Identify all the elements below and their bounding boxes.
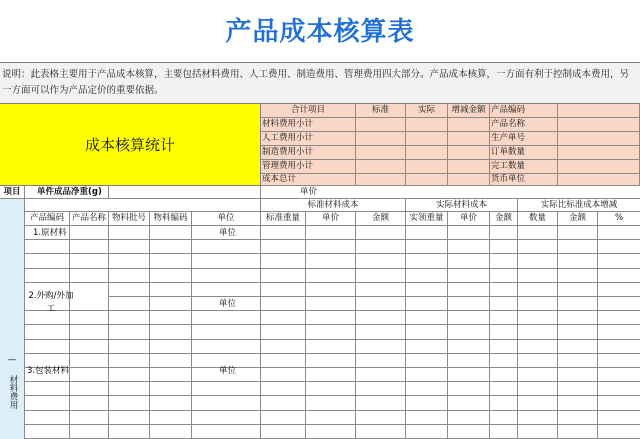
summary-cell[interactable] (406, 132, 448, 146)
grid-cell[interactable] (598, 283, 640, 297)
grid-cell[interactable] (518, 297, 558, 311)
grid-cell[interactable] (306, 411, 356, 425)
grid-cell[interactable] (192, 396, 261, 410)
group-actual-cost: 实际材料成本 (406, 199, 518, 212)
grid-cell[interactable] (558, 240, 598, 254)
summary-header-diff: 增减金额 (448, 104, 490, 118)
page-title: 产品成本核算表 (0, 0, 640, 62)
grid-cell[interactable] (261, 325, 306, 339)
grid-cell[interactable] (490, 311, 518, 325)
grid-cell[interactable] (406, 396, 448, 410)
grid-cell[interactable] (406, 425, 448, 439)
grid-cell[interactable] (306, 240, 356, 254)
grid-cell[interactable] (356, 382, 406, 396)
grid-cell[interactable] (518, 382, 558, 396)
grid-cell[interactable] (261, 382, 306, 396)
grid-cell[interactable] (25, 425, 70, 439)
grid-cell[interactable] (150, 269, 192, 283)
col-header: 产品编码 (25, 212, 70, 226)
grid-cell[interactable] (598, 396, 640, 410)
group-cost-diff: 实际比标准成本增减 (518, 199, 640, 212)
grid-cell[interactable] (490, 354, 518, 368)
grid-cell[interactable] (518, 368, 558, 382)
grid-cell[interactable] (25, 240, 70, 254)
grid-cell[interactable] (109, 269, 150, 283)
grid-cell[interactable] (490, 396, 518, 410)
grid-cell[interactable] (192, 425, 261, 439)
header-blank (25, 199, 261, 212)
grid-cell[interactable] (306, 340, 356, 354)
grid-cell[interactable] (558, 396, 598, 410)
grid-cell[interactable] (490, 283, 518, 297)
product-info-value[interactable] (558, 118, 640, 132)
grid-cell[interactable] (150, 254, 192, 268)
summary-cell[interactable] (356, 160, 406, 174)
grid-cell[interactable] (518, 283, 558, 297)
grid-cell[interactable] (150, 368, 192, 382)
group-standard-cost: 标准材料成本 (261, 199, 406, 212)
grid-cell[interactable] (25, 340, 70, 354)
grid-cell[interactable] (598, 269, 640, 283)
col-header: 单价 (306, 212, 356, 226)
grid-cell[interactable] (598, 411, 640, 425)
section-label: 3.包装材料 (27, 366, 70, 376)
grid-cell[interactable] (558, 311, 598, 325)
grid-cell[interactable] (109, 425, 150, 439)
col-header: 金额 (356, 212, 406, 226)
grid-cell[interactable] (598, 311, 640, 325)
grid-cell[interactable] (70, 325, 109, 339)
grid-cell[interactable] (406, 297, 448, 311)
grid-cell[interactable] (490, 325, 518, 339)
grid-cell[interactable] (109, 411, 150, 425)
grid-cell[interactable] (406, 254, 448, 268)
grid-cell[interactable] (518, 240, 558, 254)
sidebar-label: 材料费用 (8, 375, 18, 409)
grid-cell[interactable] (598, 354, 640, 368)
grid-cell[interactable] (448, 411, 490, 425)
grid-cell[interactable] (261, 340, 306, 354)
grid-cell[interactable] (490, 411, 518, 425)
grid-cell[interactable] (150, 311, 192, 325)
grid-cell[interactable] (261, 311, 306, 325)
col-header: 标准重量 (261, 212, 306, 226)
grid-cell[interactable] (448, 425, 490, 439)
grid-cell[interactable] (261, 226, 306, 240)
grid-cell[interactable] (356, 425, 406, 439)
grid-cell[interactable] (448, 226, 490, 240)
product-info-value[interactable] (558, 160, 640, 174)
col-header: 金额 (490, 212, 518, 226)
grid-cell[interactable] (70, 297, 109, 311)
grid-cell[interactable] (25, 411, 70, 425)
grid-cell[interactable] (109, 325, 150, 339)
grid-cell[interactable] (109, 340, 150, 354)
grid-cell[interactable] (306, 226, 356, 240)
grid-cell[interactable] (306, 425, 356, 439)
col-header: 物料批号 (109, 212, 150, 226)
grid-cell[interactable] (306, 368, 356, 382)
col-header: 金额 (558, 212, 598, 226)
grid-cell[interactable] (490, 368, 518, 382)
cost-grid (25, 226, 640, 439)
grid-cell[interactable] (598, 325, 640, 339)
col-header: % (598, 212, 640, 226)
product-info-label: 生产单号 (490, 132, 558, 146)
summary-header-actual: 实际 (406, 104, 448, 118)
grid-cell[interactable] (150, 382, 192, 396)
grid-cell[interactable] (306, 311, 356, 325)
grid-cell[interactable] (598, 240, 640, 254)
grid-cell[interactable] (25, 254, 70, 268)
grid-cell[interactable] (70, 254, 109, 268)
grid-cell[interactable] (448, 325, 490, 339)
grid-cell[interactable] (306, 297, 356, 311)
grid-cell[interactable] (518, 354, 558, 368)
grid-cell[interactable] (150, 411, 192, 425)
grid-cell[interactable] (70, 411, 109, 425)
product-info-label: 产品编码 (490, 104, 558, 118)
grid-cell[interactable] (150, 240, 192, 254)
net-weight-value[interactable] (109, 186, 261, 199)
grid-cell[interactable] (192, 382, 261, 396)
summary-cell[interactable] (356, 174, 406, 186)
summary-title: 成本核算统计 (0, 104, 261, 186)
grid-cell[interactable] (306, 325, 356, 339)
summary-header-item: 合计项目 (261, 104, 356, 118)
product-info-value[interactable] (558, 104, 640, 118)
grid-cell[interactable] (192, 283, 261, 297)
grid-cell[interactable] (109, 354, 150, 368)
grid-cell[interactable] (356, 311, 406, 325)
grid-cell[interactable] (150, 325, 192, 339)
grid-cell[interactable] (356, 368, 406, 382)
grid-cell[interactable] (518, 226, 558, 240)
grid-cell[interactable] (558, 382, 598, 396)
grid-cell[interactable] (109, 240, 150, 254)
unit-price-value[interactable] (356, 186, 640, 199)
grid-cell[interactable] (406, 325, 448, 339)
grid-cell[interactable] (490, 297, 518, 311)
sidebar-top (0, 199, 25, 212)
grid-cell[interactable] (109, 297, 150, 311)
grid-cell[interactable] (150, 354, 192, 368)
product-info-value[interactable] (558, 146, 640, 160)
grid-cell[interactable] (448, 297, 490, 311)
col-header: 单位 (192, 212, 261, 226)
grid-cell[interactable] (261, 425, 306, 439)
grid-cell[interactable] (490, 269, 518, 283)
grid-cell[interactable] (448, 240, 490, 254)
grid-cell[interactable] (448, 340, 490, 354)
product-info-label: 货币单位 (490, 174, 558, 186)
grid-cell[interactable] (25, 396, 70, 410)
grid-cell[interactable] (558, 226, 598, 240)
grid-cell[interactable] (150, 340, 192, 354)
grid-cell[interactable] (598, 340, 640, 354)
section-unit: 单位 (219, 299, 237, 309)
grid-cell[interactable] (448, 311, 490, 325)
grid-cell[interactable] (518, 396, 558, 410)
grid-cell[interactable] (192, 411, 261, 425)
summary-cell[interactable] (448, 174, 490, 186)
summary-row-label: 制造费用小计 (261, 146, 356, 160)
grid-cell[interactable] (70, 425, 109, 439)
grid-cell[interactable] (518, 340, 558, 354)
summary-cell[interactable] (406, 118, 448, 132)
grid-cell[interactable] (356, 411, 406, 425)
section-label: 1.原材料 (33, 228, 67, 238)
grid-cell[interactable] (490, 382, 518, 396)
grid-cell[interactable] (192, 325, 261, 339)
summary-cell[interactable] (406, 146, 448, 160)
grid-cell[interactable] (448, 382, 490, 396)
grid-cell[interactable] (558, 354, 598, 368)
grid-cell[interactable] (356, 396, 406, 410)
unit-price-header: 单价 (261, 186, 356, 199)
grid-cell[interactable] (306, 283, 356, 297)
product-info-label: 产品名称 (490, 118, 558, 132)
grid-cell[interactable] (518, 269, 558, 283)
grid-cell[interactable] (406, 411, 448, 425)
grid-cell[interactable] (109, 226, 150, 240)
grid-cell[interactable] (490, 340, 518, 354)
grid-cell[interactable] (150, 425, 192, 439)
grid-cell[interactable] (70, 311, 109, 325)
grid-cell[interactable] (406, 283, 448, 297)
grid-cell[interactable] (356, 325, 406, 339)
grid-cell[interactable] (406, 382, 448, 396)
grid-cell[interactable] (558, 254, 598, 268)
grid-cell[interactable] (356, 340, 406, 354)
grid-cell[interactable] (109, 254, 150, 268)
grid-cell[interactable] (598, 226, 640, 240)
grid-cell[interactable] (598, 297, 640, 311)
grid-cell[interactable] (261, 269, 306, 283)
grid-cell[interactable] (261, 240, 306, 254)
net-weight-label: 单件成品净重(g) (25, 186, 109, 199)
grid-cell[interactable] (406, 240, 448, 254)
grid-cell[interactable] (25, 325, 70, 339)
grid-cell[interactable] (448, 368, 490, 382)
product-info-label: 完工数量 (490, 160, 558, 174)
grid-cell[interactable] (448, 396, 490, 410)
grid-cell[interactable] (192, 240, 261, 254)
grid-cell[interactable] (25, 269, 70, 283)
grid-cell[interactable] (490, 240, 518, 254)
grid-cell[interactable] (109, 382, 150, 396)
grid-cell[interactable] (558, 283, 598, 297)
grid-cell[interactable] (448, 269, 490, 283)
grid-cell[interactable] (490, 425, 518, 439)
summary-cell[interactable] (448, 146, 490, 160)
grid-cell[interactable] (448, 354, 490, 368)
col-header: 实领重量 (406, 212, 448, 226)
grid-cell[interactable] (518, 325, 558, 339)
col-header: 物料编码 (150, 212, 192, 226)
summary-row-label: 管理费用小计 (261, 160, 356, 174)
grid-cell[interactable] (70, 269, 109, 283)
grid-cell[interactable] (598, 254, 640, 268)
summary-cell[interactable] (448, 160, 490, 174)
grid-cell[interactable] (150, 297, 192, 311)
grid-cell[interactable] (518, 311, 558, 325)
summary-cell[interactable] (406, 174, 448, 186)
grid-cell[interactable] (406, 226, 448, 240)
grid-cell[interactable] (261, 368, 306, 382)
grid-cell[interactable] (448, 254, 490, 268)
grid-cell[interactable] (192, 269, 261, 283)
grid-cell[interactable] (558, 340, 598, 354)
grid-cell[interactable] (109, 283, 150, 297)
summary-cell[interactable] (356, 132, 406, 146)
col-header: 单价 (448, 212, 490, 226)
grid-cell[interactable] (406, 269, 448, 283)
grid-cell[interactable] (192, 311, 261, 325)
summary-cell[interactable] (356, 118, 406, 132)
summary-cell[interactable] (448, 132, 490, 146)
grid-cell[interactable] (406, 340, 448, 354)
summary-cell[interactable] (356, 146, 406, 160)
section-label: 2.外购/外加工 (28, 291, 74, 314)
grid-cell[interactable] (356, 226, 406, 240)
summary-cell[interactable] (448, 118, 490, 132)
product-info-value[interactable] (558, 174, 640, 186)
summary-row-label: 成本总计 (261, 174, 356, 186)
grid-cell[interactable] (490, 226, 518, 240)
section-unit: 单位 (219, 366, 237, 376)
grid-cell[interactable] (406, 368, 448, 382)
grid-cell[interactable] (558, 297, 598, 311)
grid-cell[interactable] (558, 425, 598, 439)
grid-cell[interactable] (306, 354, 356, 368)
summary-header-standard: 标准 (356, 104, 406, 118)
grid-cell[interactable] (261, 354, 306, 368)
grid-cell[interactable] (558, 325, 598, 339)
grid-cell[interactable] (306, 254, 356, 268)
grid-cell[interactable] (109, 311, 150, 325)
product-info-value[interactable] (558, 132, 640, 146)
grid-cell[interactable] (70, 340, 109, 354)
product-info-label: 订单数量 (490, 146, 558, 160)
grid-cell[interactable] (261, 297, 306, 311)
summary-cell[interactable] (406, 160, 448, 174)
grid-cell[interactable] (192, 340, 261, 354)
description-text: 说明：此表格主要用于产品成本核算，主要包括材料费用、人工费用、制造费用、管理费用四大部分。产品成本核算，一方面有利于控制成本费用，另一方面可以作为产品定价的重要依据。 (0, 62, 640, 104)
grid-cell[interactable] (356, 283, 406, 297)
col-header: 数量 (518, 212, 558, 226)
grid-cell[interactable] (558, 368, 598, 382)
grid-cell[interactable] (261, 411, 306, 425)
grid-cell[interactable] (150, 396, 192, 410)
col-header: 产品名称 (70, 212, 109, 226)
grid-cell[interactable] (518, 411, 558, 425)
grid-cell[interactable] (356, 354, 406, 368)
grid-cell[interactable] (598, 368, 640, 382)
item-header: 项目 (0, 186, 25, 199)
grid-cell[interactable] (518, 254, 558, 268)
summary-row-label: 人工费用小计 (261, 132, 356, 146)
grid-cell[interactable] (558, 269, 598, 283)
grid-cell[interactable] (306, 269, 356, 283)
grid-cell[interactable] (356, 297, 406, 311)
grid-cell[interactable] (70, 382, 109, 396)
material-cost-sidebar (0, 199, 25, 439)
section-unit: 单位 (219, 228, 237, 238)
grid-cell[interactable] (70, 283, 109, 297)
grid-cell[interactable] (356, 254, 406, 268)
grid-cell[interactable] (109, 396, 150, 410)
grid-cell[interactable] (356, 269, 406, 283)
grid-cell[interactable] (356, 240, 406, 254)
grid-cell[interactable] (598, 425, 640, 439)
grid-cell[interactable] (70, 240, 109, 254)
grid-cell[interactable] (261, 396, 306, 410)
grid-cell[interactable] (598, 382, 640, 396)
grid-cell[interactable] (406, 354, 448, 368)
grid-cell[interactable] (448, 283, 490, 297)
grid-cell[interactable] (25, 382, 70, 396)
grid-cell[interactable] (70, 396, 109, 410)
grid-cell[interactable] (306, 382, 356, 396)
grid-cell[interactable] (192, 254, 261, 268)
grid-cell[interactable] (558, 411, 598, 425)
summary-row-label: 材料费用小计 (261, 118, 356, 132)
grid-cell[interactable] (109, 368, 150, 382)
grid-cell[interactable] (150, 283, 192, 297)
sidebar-dash: — (7, 355, 17, 365)
grid-cell[interactable] (490, 254, 518, 268)
grid-cell[interactable] (306, 396, 356, 410)
grid-cell[interactable] (518, 425, 558, 439)
grid-cell[interactable] (261, 254, 306, 268)
grid-cell[interactable] (406, 311, 448, 325)
grid-cell[interactable] (150, 226, 192, 240)
grid-cell[interactable] (261, 283, 306, 297)
